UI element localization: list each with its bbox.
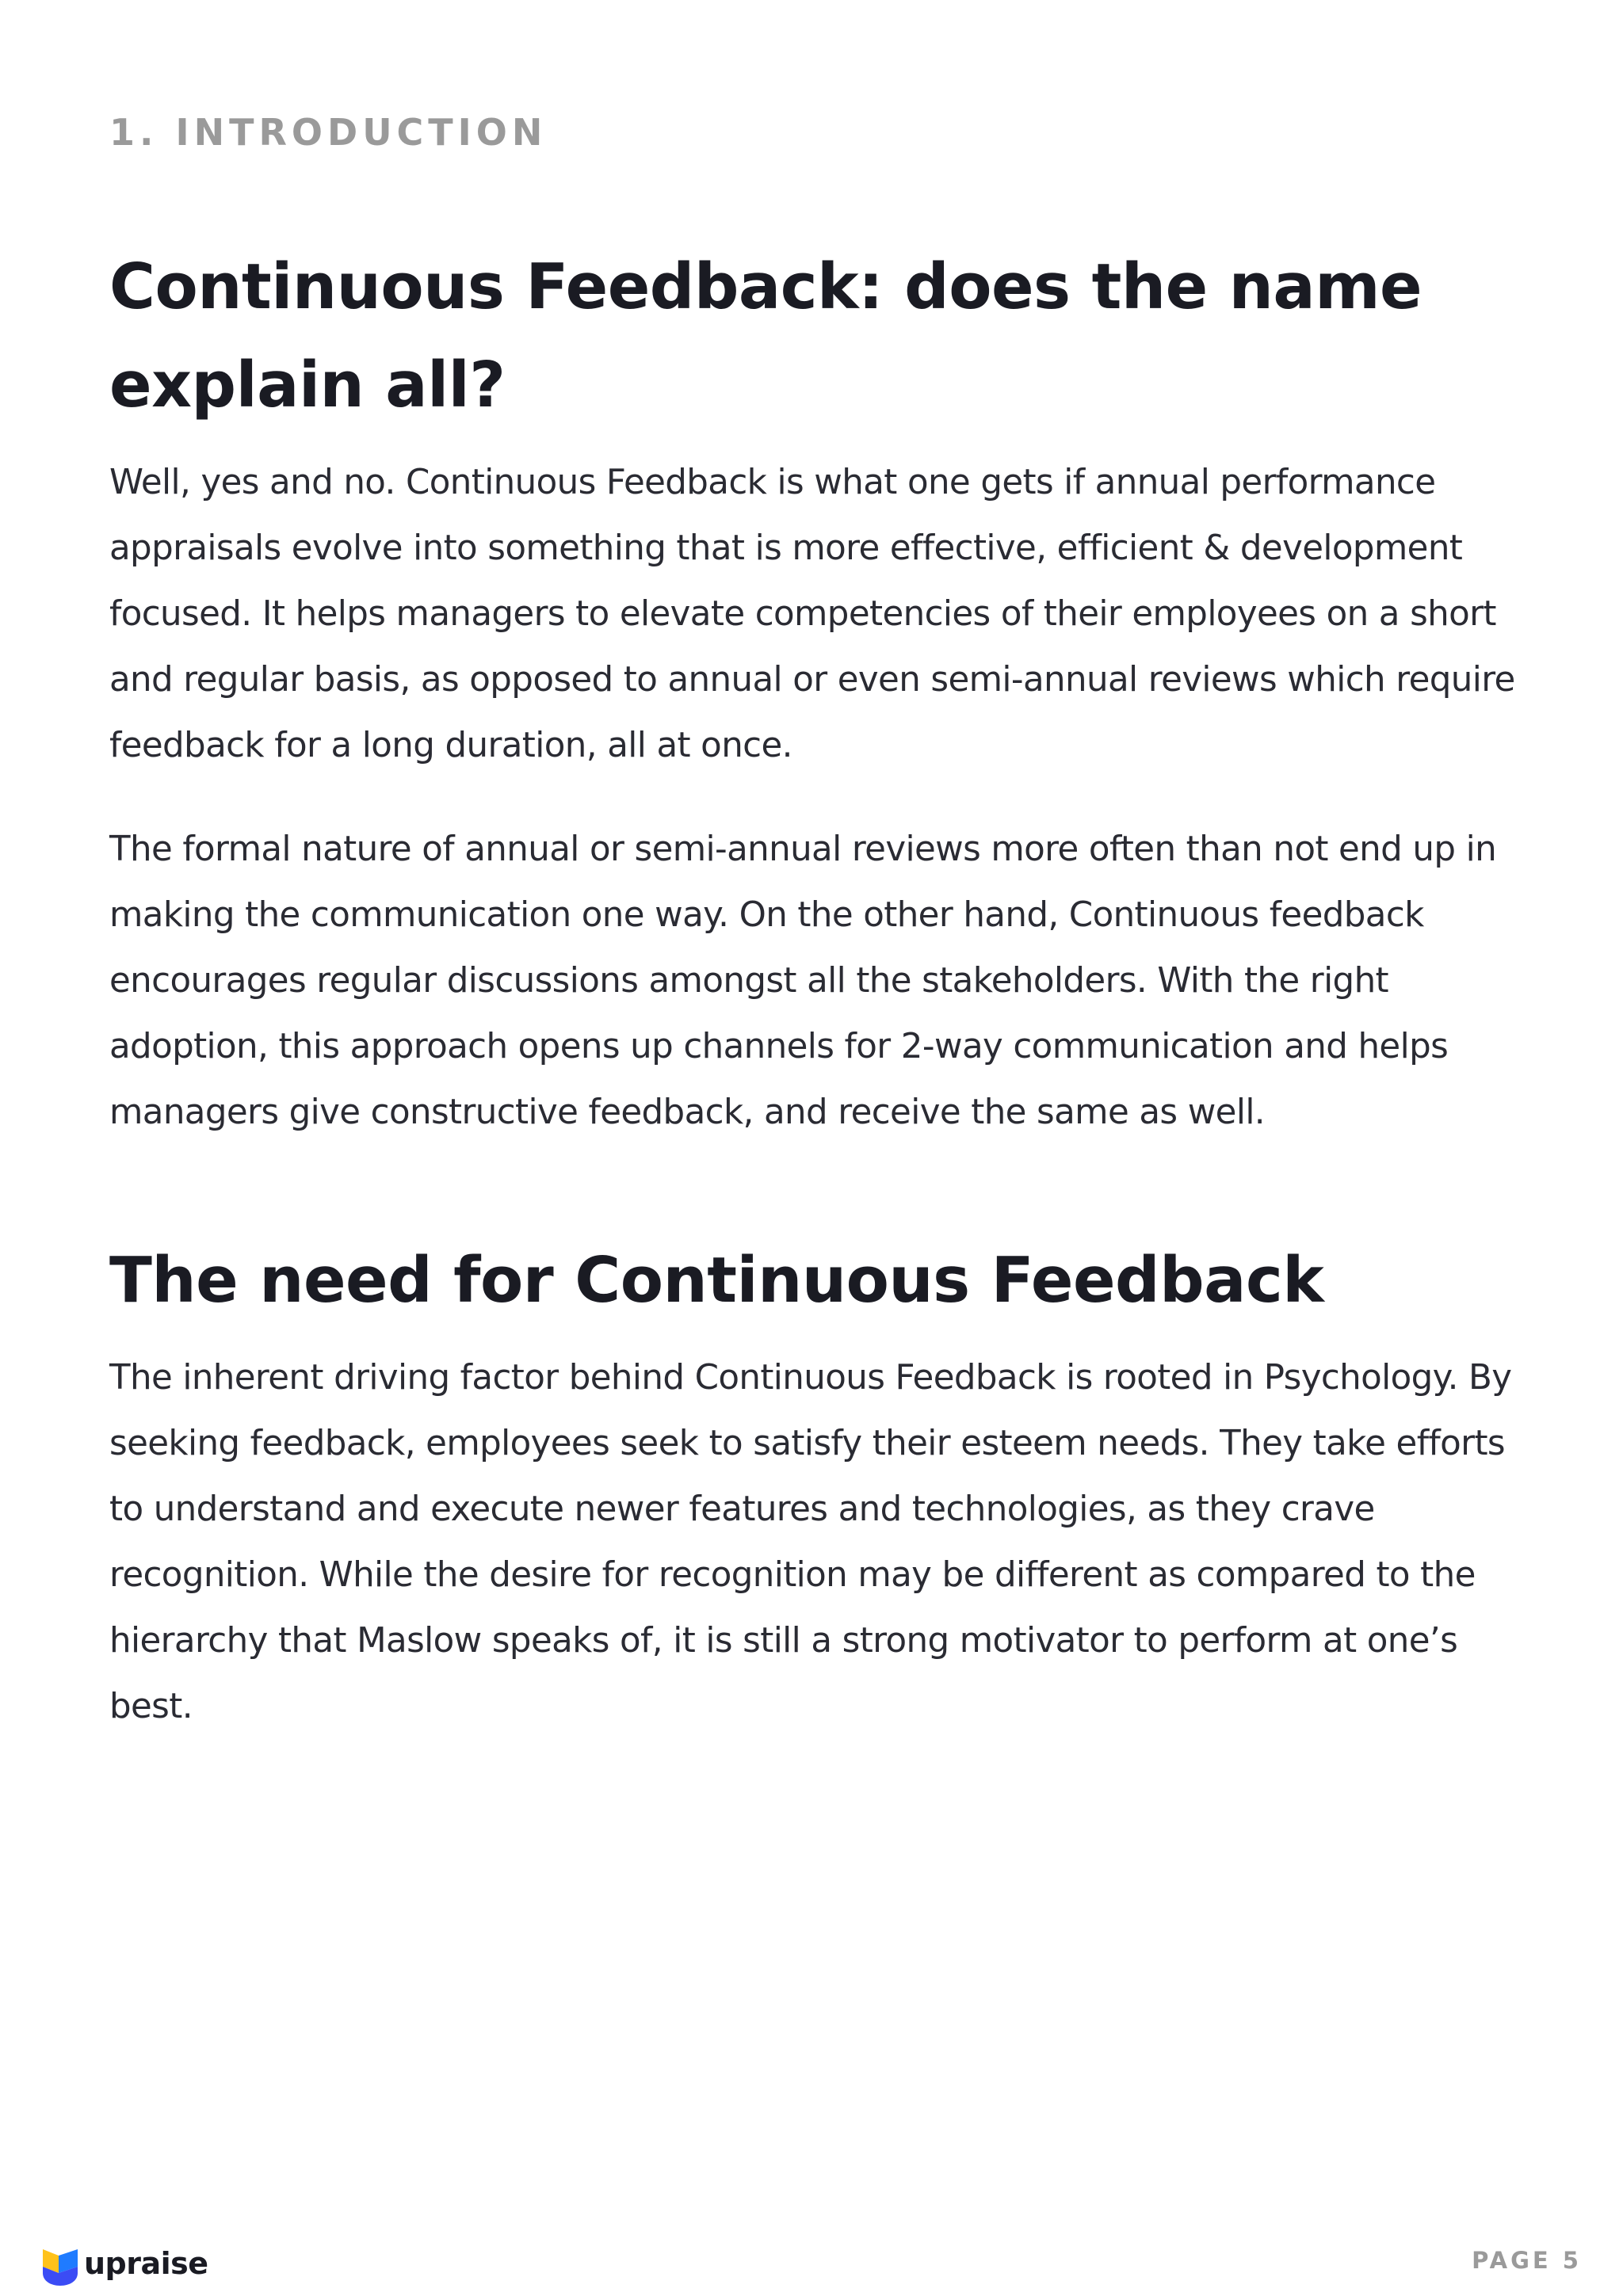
paragraph: Well, yes and no. Continuous Feedback is what one gets if annual performance appraisals evolve into something that is more effective, efficient & development focused. It helps managers to elevate competencies of their employees on a short and regular basis, as opposed to annual or even semi-annual reviews which require feedback for a long duration, all at once.	[109, 463, 1515, 765]
brand-name: upraise	[84, 2246, 208, 2281]
upraise-logo-icon	[41, 2241, 79, 2286]
paragraph: The inherent driving factor behind Continuous Feedback is rooted in Psychology. By seeking feedback, employees seek to satisfy their esteem needs. They take efforts to understand and execute newer features and technologies, as they crave recognition. While the desire for recognition may be different as compared to the hierarchy that Maslow speaks of, it is still a strong motivator to perform at one’s best.	[109, 1358, 1512, 1726]
section-label: 1. INTRODUCTION	[109, 111, 548, 154]
paragraph: The formal nature of annual or semi-annual reviews more often than not end up in making the communication one way. On the other hand, Continuous feedback encourages regular discussions amongst all the stakeholders. With the right adoption, this approach opens up channels for 2-way communication and helps managers give constructive feedback, and receive the same as well.	[109, 830, 1497, 1132]
page-content	[109, 238, 1520, 1740]
section-heading-1: Continuous Feedback: does the name explain all?	[109, 250, 1423, 421]
footer-brand	[41, 2241, 208, 2286]
section-heading-2: The need for Continuous Feedback	[109, 1244, 1324, 1317]
page-number: PAGE 5	[1472, 2247, 1582, 2274]
